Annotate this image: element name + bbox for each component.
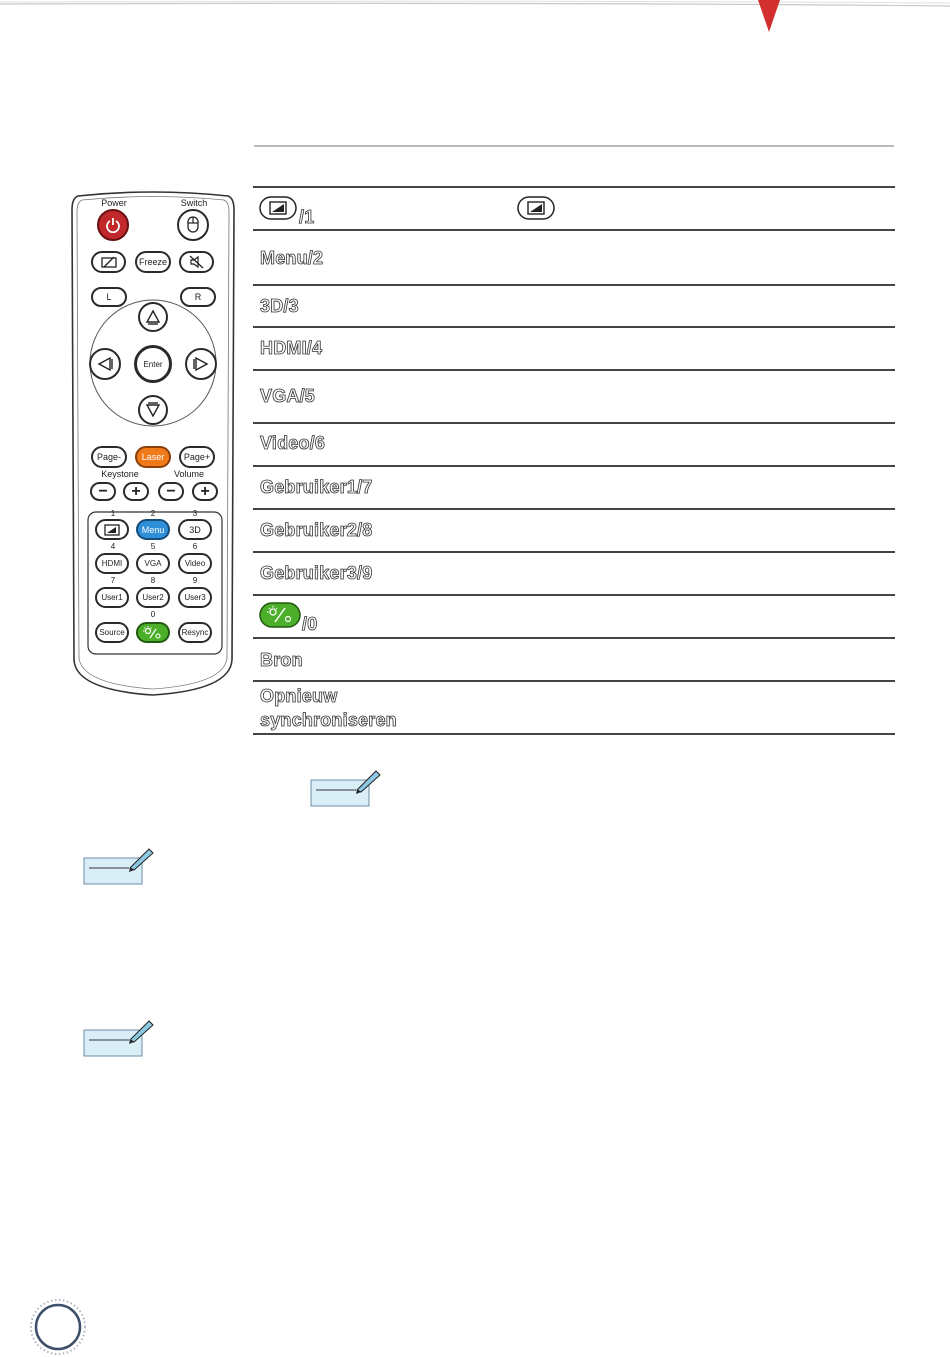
note-icon (83, 846, 155, 886)
row-label: Bron (260, 650, 303, 670)
header-swoosh (0, 0, 950, 20)
row-label: Opnieuw synchroniseren (260, 686, 397, 730)
table-row (253, 369, 895, 422)
right-button[interactable] (185, 348, 217, 380)
table-row (253, 229, 895, 284)
row-label: VGA/5 (260, 386, 316, 406)
user1-button[interactable]: User1 (95, 587, 129, 608)
laser-button[interactable]: Laser (135, 446, 171, 468)
3d-button[interactable]: 3D (178, 519, 212, 540)
keystone-plus-button[interactable]: + (123, 482, 149, 501)
note-icon (310, 768, 382, 808)
keystone-label: Keystone (101, 469, 139, 479)
header-triangle-icon (756, 0, 782, 34)
num-label: 1 (110, 509, 116, 518)
user2-button[interactable]: User2 (136, 587, 170, 608)
brightmode-button[interactable] (136, 622, 170, 643)
freeze-button[interactable]: Freeze (135, 251, 171, 273)
blank-screen-icon (101, 256, 117, 268)
enter-label: Enter (143, 359, 163, 369)
row-label: Gebruiker2/8 (260, 520, 373, 540)
vga-button[interactable]: VGA (136, 553, 170, 574)
power-button[interactable] (97, 209, 129, 241)
num-label: 9 (192, 576, 198, 585)
num-label: 2 (150, 509, 156, 518)
table-row (253, 508, 895, 551)
num-label: 4 (110, 542, 116, 551)
table-row (253, 637, 895, 680)
remote-control (70, 190, 236, 698)
row-label: /1 (299, 207, 315, 227)
bright-mode-icon (142, 626, 164, 640)
source-button[interactable]: Source (95, 622, 129, 643)
bright-mode-button-icon (259, 602, 301, 628)
table-row (253, 594, 895, 637)
mute-button[interactable] (179, 251, 214, 273)
switch-button[interactable] (177, 209, 209, 241)
up-button[interactable] (138, 302, 168, 332)
num-label: 7 (110, 576, 116, 585)
num-label: 0 (150, 610, 156, 619)
page-plus-button[interactable]: Page+ (179, 446, 215, 468)
aspect-icon (104, 524, 120, 536)
note-icon (83, 1018, 155, 1058)
keystone-minus-button[interactable]: − (90, 482, 116, 501)
aspect-button[interactable] (95, 519, 129, 540)
mute-icon (189, 255, 205, 269)
mouse-icon (186, 216, 200, 234)
table-row (253, 326, 895, 369)
left-button[interactable] (89, 348, 121, 380)
hdmi-button[interactable]: HDMI (95, 553, 129, 574)
row-label: 3D/3 (260, 296, 299, 316)
blank-button[interactable] (91, 251, 126, 273)
num-label: 6 (192, 542, 198, 551)
table-row (253, 284, 895, 326)
table-row (253, 551, 895, 594)
page-minus-button[interactable]: Page- (91, 446, 127, 468)
row-label: Gebruiker1/7 (260, 477, 373, 497)
num-label: 8 (150, 576, 156, 585)
num-label: 3 (192, 509, 198, 518)
enter-button[interactable] (134, 345, 172, 383)
arrow-left-icon (97, 356, 113, 372)
table-row (253, 186, 895, 229)
row-label: Gebruiker3/9 (260, 563, 373, 583)
function-table (253, 186, 895, 735)
arrow-right-icon (193, 356, 209, 372)
row-label: Menu/2 (260, 248, 324, 268)
aspect-button-icon (517, 196, 555, 220)
title-rule (254, 145, 894, 147)
power-icon (105, 217, 121, 233)
switch-label: Switch (180, 198, 208, 208)
table-row (253, 680, 895, 735)
arrow-down-icon (145, 402, 161, 418)
r-button[interactable]: R (180, 287, 216, 307)
row-label: Video/6 (260, 433, 326, 453)
arrow-up-icon (145, 309, 161, 325)
video-button[interactable]: Video (178, 553, 212, 574)
table-row (253, 422, 895, 465)
l-button[interactable]: L (91, 287, 127, 307)
volume-plus-button[interactable]: + (192, 482, 218, 501)
volume-label: Volume (173, 469, 205, 479)
menu-button[interactable]: Menu (136, 519, 170, 540)
table-row (253, 465, 895, 508)
user3-button[interactable]: User3 (178, 587, 212, 608)
down-button[interactable] (138, 395, 168, 425)
power-label: Power (101, 198, 127, 208)
page-number-circle (26, 1293, 90, 1357)
volume-minus-button[interactable]: − (158, 482, 184, 501)
row-label: /0 (302, 614, 318, 634)
row-label: HDMI/4 (260, 338, 323, 358)
resync-button[interactable]: Resync (178, 622, 212, 643)
aspect-button-icon (259, 196, 297, 220)
num-label: 5 (150, 542, 156, 551)
